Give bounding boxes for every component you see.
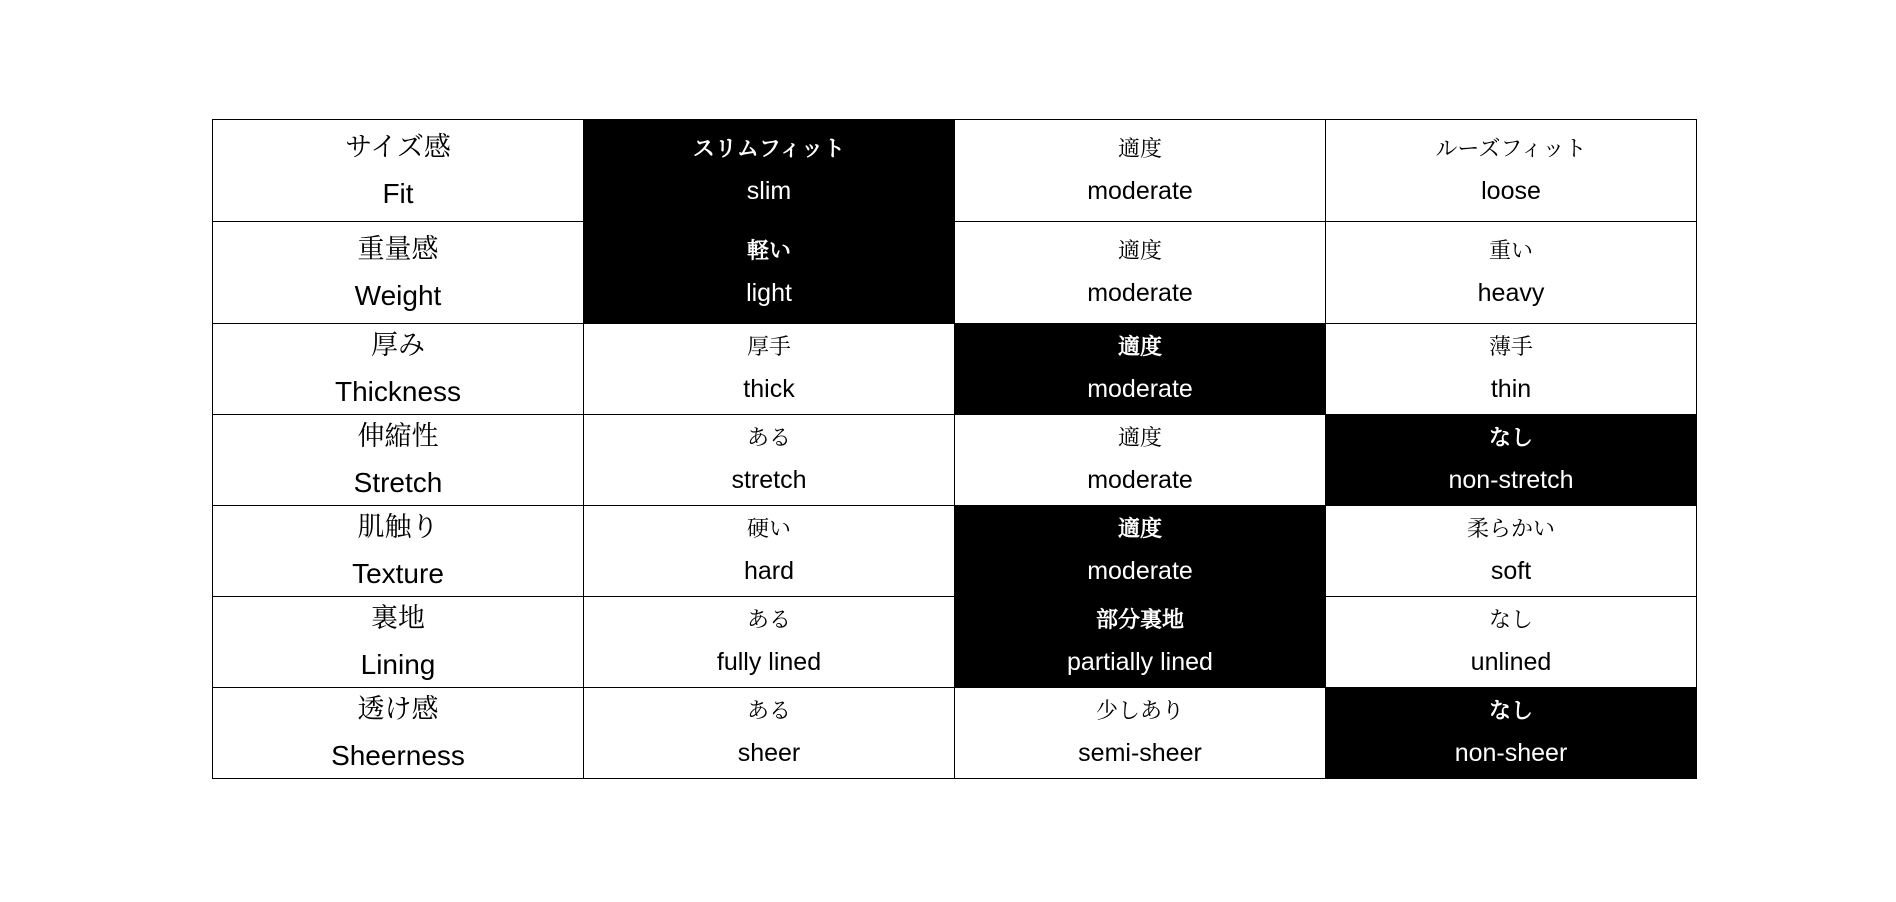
option-cell xyxy=(584,506,955,597)
product-spec-table xyxy=(212,119,1697,779)
spec-row-stretch xyxy=(213,415,1697,506)
option-en: partially lined xyxy=(1067,648,1213,676)
option-jp: 適度 xyxy=(1117,136,1162,162)
row-label-jp: 裏地 xyxy=(371,603,425,634)
row-label xyxy=(213,688,584,779)
option-cell xyxy=(955,222,1326,324)
row-label-en: Weight xyxy=(354,279,442,311)
option-en: stretch xyxy=(731,466,807,494)
option-cell xyxy=(955,688,1326,779)
option-jp: なし xyxy=(1488,608,1533,633)
spec-row-weight xyxy=(213,222,1697,324)
option-jp: なし xyxy=(1488,699,1533,724)
option-cell-selected xyxy=(1326,415,1697,506)
row-label-en: Lining xyxy=(360,649,436,680)
option-cell-selected xyxy=(584,222,955,324)
row-label xyxy=(213,597,584,688)
option-en: non-stretch xyxy=(1448,466,1574,494)
option-jp: スリムフィット xyxy=(692,136,846,162)
row-label xyxy=(213,222,584,324)
row-label-jp: サイズ感 xyxy=(345,131,451,163)
option-jp: 重い xyxy=(1488,238,1533,264)
option-cell-selected xyxy=(1326,688,1697,779)
option-cell xyxy=(584,324,955,415)
row-label-jp: 重量感 xyxy=(357,233,439,265)
option-jp: 柔らかい xyxy=(1466,517,1555,542)
row-label-en: Stretch xyxy=(353,467,443,498)
row-label-en: Fit xyxy=(382,177,414,209)
row-label-en: Sheerness xyxy=(331,740,465,771)
option-cell xyxy=(1326,120,1697,222)
row-label xyxy=(213,120,584,222)
option-en: sheer xyxy=(737,739,801,767)
row-label-jp: 厚み xyxy=(371,330,425,361)
option-cell xyxy=(955,415,1326,506)
option-en: heavy xyxy=(1477,278,1545,307)
option-en: non-sheer xyxy=(1454,739,1568,767)
option-en: thick xyxy=(743,375,795,403)
option-jp: 適度 xyxy=(1117,517,1162,542)
option-en: semi-sheer xyxy=(1078,739,1202,767)
option-jp: 適度 xyxy=(1117,426,1162,451)
option-cell-selected xyxy=(584,120,955,222)
option-jp: 薄手 xyxy=(1488,335,1533,360)
option-en: soft xyxy=(1490,557,1532,585)
option-en: loose xyxy=(1481,176,1541,205)
row-label xyxy=(213,506,584,597)
option-en: unlined xyxy=(1470,648,1552,676)
option-en: hard xyxy=(743,557,795,585)
row-label-en: Thickness xyxy=(334,376,462,407)
option-en: thin xyxy=(1490,375,1532,403)
spec-row-fit xyxy=(213,120,1697,222)
option-cell xyxy=(584,415,955,506)
option-jp: なし xyxy=(1488,426,1533,451)
option-en: moderate xyxy=(1087,466,1193,494)
option-jp: 軽い xyxy=(746,238,791,264)
row-label-en: Texture xyxy=(352,558,444,589)
option-en: slim xyxy=(746,176,792,205)
option-cell-selected xyxy=(955,506,1326,597)
option-jp: 少しあり xyxy=(1095,699,1184,724)
option-cell xyxy=(584,597,955,688)
option-jp: 適度 xyxy=(1117,335,1162,360)
option-en: moderate xyxy=(1087,375,1193,403)
option-jp: ある xyxy=(746,699,791,724)
spec-row-thickness xyxy=(213,324,1697,415)
option-cell xyxy=(1326,597,1697,688)
option-cell-selected xyxy=(955,597,1326,688)
option-en: moderate xyxy=(1087,278,1193,307)
row-label xyxy=(213,415,584,506)
option-cell xyxy=(955,120,1326,222)
option-cell xyxy=(1326,324,1697,415)
spec-row-sheerness xyxy=(213,688,1697,779)
option-jp: 厚手 xyxy=(746,335,791,360)
option-jp: ある xyxy=(746,608,791,633)
option-en: moderate xyxy=(1087,557,1193,585)
option-jp: 硬い xyxy=(746,517,791,542)
option-jp: 適度 xyxy=(1117,238,1162,264)
option-jp: 部分裏地 xyxy=(1095,608,1184,633)
option-jp: ルーズフィット xyxy=(1435,136,1587,162)
row-label-jp: 伸縮性 xyxy=(357,421,439,452)
row-label-jp: 透け感 xyxy=(357,694,439,725)
option-en: light xyxy=(746,278,792,307)
option-cell-selected xyxy=(955,324,1326,415)
option-cell xyxy=(1326,222,1697,324)
option-cell xyxy=(1326,506,1697,597)
option-cell xyxy=(584,688,955,779)
spec-row-lining xyxy=(213,597,1697,688)
option-en: moderate xyxy=(1087,176,1193,205)
option-jp: ある xyxy=(746,426,791,451)
row-label-jp: 肌触り xyxy=(357,512,439,543)
row-label xyxy=(213,324,584,415)
spec-row-texture xyxy=(213,506,1697,597)
option-en: fully lined xyxy=(716,648,822,676)
